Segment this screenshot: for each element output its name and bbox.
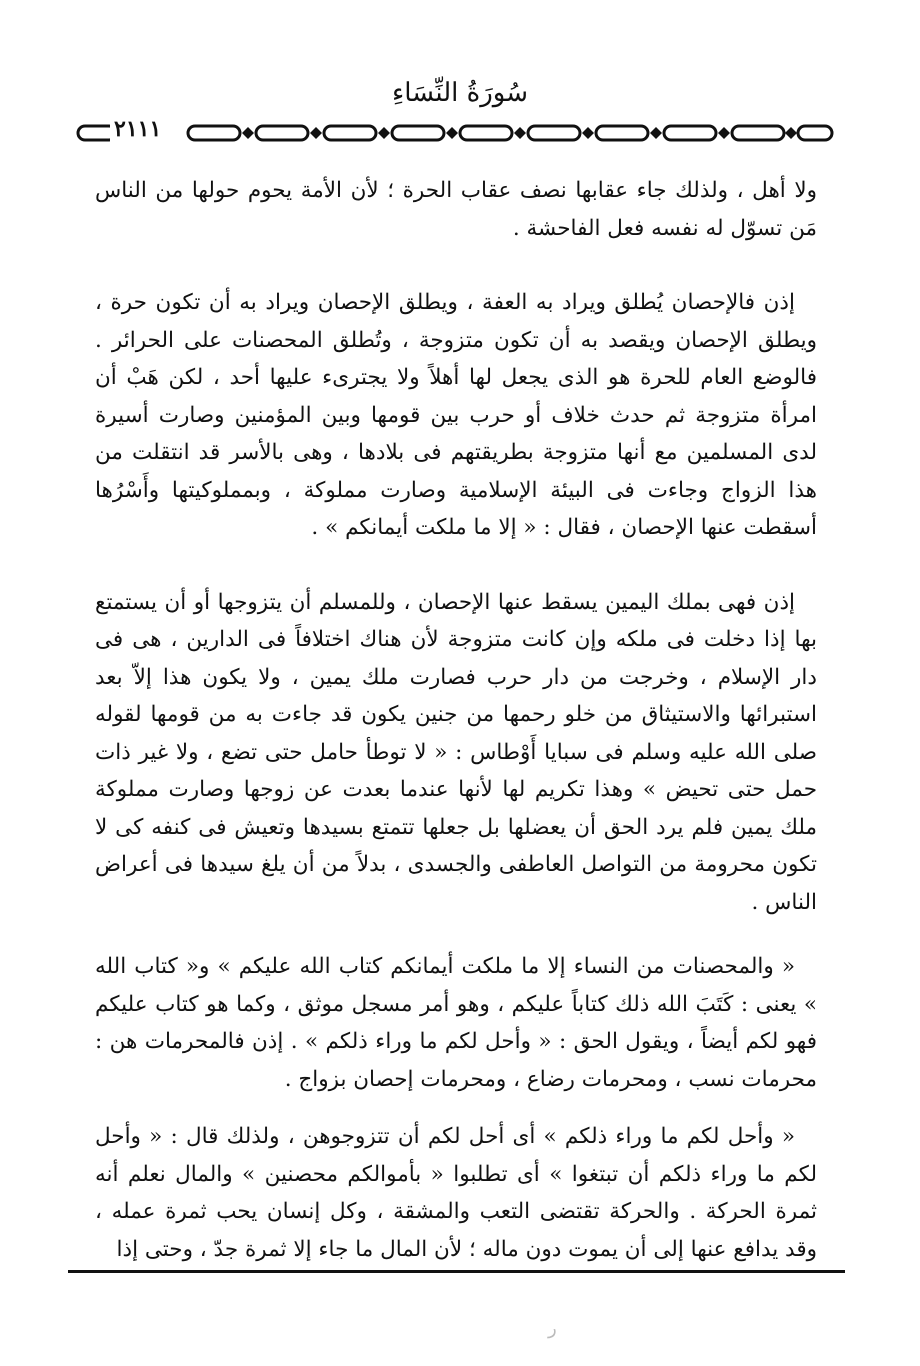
body-text (95, 172, 817, 1268)
paragraph-gap (95, 247, 817, 284)
paragraph-gap (95, 547, 817, 584)
footer-rule (68, 1270, 845, 1273)
scan-mark: ر (548, 1318, 557, 1339)
paragraph-gap (95, 921, 817, 948)
header-ornament-band (70, 118, 840, 148)
paragraph: إذن فالإحصان يُطلق ويراد به العفة ، ويطلق الإحصان ويراد به أن تكون حرة ، ويطلق الإحصان ويقصد به أن تكون متزوجة ، وتُطلق المحصنات على الحرائر . فالوضع العام للحرة هو الذى يجعل لها أهلاً ولا يجترىء عليها أحد ، لكن هَبْ أن امرأة متزوجة ثم حدث خلاف أو حرب بين قومها وبين المؤمنين وصارت أسيرة لدى المسلمين مع أنها متزوجة بطريقتهم فى بلادها ، وهى بالأسر قد انتقلت من هذا الزواج وجاءت فى البيئة الإسلامية وصارت مملوكة ، وبمملوكيتها وأَسْرُها أسقطت عنها الإحصان ، فقال : « إلا ما ملكت أيمانكم » . (95, 290, 817, 540)
paragraph: إذن فهى بملك اليمين يسقط عنها الإحصان ، وللمسلم أن يتزوجها أو أن يستمتع بها إذا دخلت فى ملكه وإن كانت متزوجة لأن هناك اختلافاً فى الدارين ، هى فى دار الإسلام ، وخرجت من دار حرب فصارت ملك يمين ، ولا يكون هذا إلاّ بعد استبرائها والاستيثاق من خلو رحمها من جنين يكون قد جاءت به من قومها لقوله صلى الله عليه وسلم فى سبايا أَوْطاس : « لا توطأ حامل حتى تضع ، ولا غير ذات حمل حتى تحيض » وهذا تكريم لها لأنها عندما بعدت عن زوجها وصارت مملوكة ملك يمين فلم يرد الحق أن يعضلها بل جعلها تتمتع بسيدها وتعيش فى كنفه كى لا تكون محرومة من التواصل العاطفى والجسدى ، بدلاً من أن يلغ سيدها فى أعراض الناس . (95, 589, 817, 915)
paragraph-gap (95, 1098, 817, 1118)
paragraph: ولا أهل ، ولذلك جاء عقابها نصف عقاب الحرة ؛ لأن الأمة يحوم حولها من الناس مَن تسوّل له نفسه فعل الفاحشة . (95, 178, 817, 241)
paragraph: « وأحل لكم ما وراء ذلكم » أى أحل لكم أن تتزوجوهن ، ولذلك قال : « وأحل لكم ما وراء ذلكم أن تبتغوا » أى تطلبوا « بأموالكم محصنين » والمال نعلم أنه ثمرة الحركة . والحركة تقتضى التعب والمشقة ، وكل إنسان يحب ثمرة عمله ، وقد يدافع عنها إلى أن يموت دون ماله ؛ لأن المال ما جاء إلا ثمرة جدّ ، وحتى إذا (95, 1124, 817, 1262)
paragraph: « والمحصنات من النساء إلا ما ملكت أيمانكم كتاب الله عليكم » و« كتاب الله » يعنى : كَتَبَ الله ذلك كتاباً عليكم ، وهو أمر مسجل موثق ، وكما هو كتاب عليكم فهو لكم أيضاً ، ويقول الحق : « وأحل لكم ما وراء ذلكم » . إذن فالمحرمات هن : محرمات نسب ، ومحرمات رضاع ، ومحرمات إحصان بزواج . (95, 954, 817, 1092)
page-number: ٢١١١ (110, 116, 165, 142)
surah-title: سُورَةُ النِّسَاءِ (392, 78, 528, 108)
